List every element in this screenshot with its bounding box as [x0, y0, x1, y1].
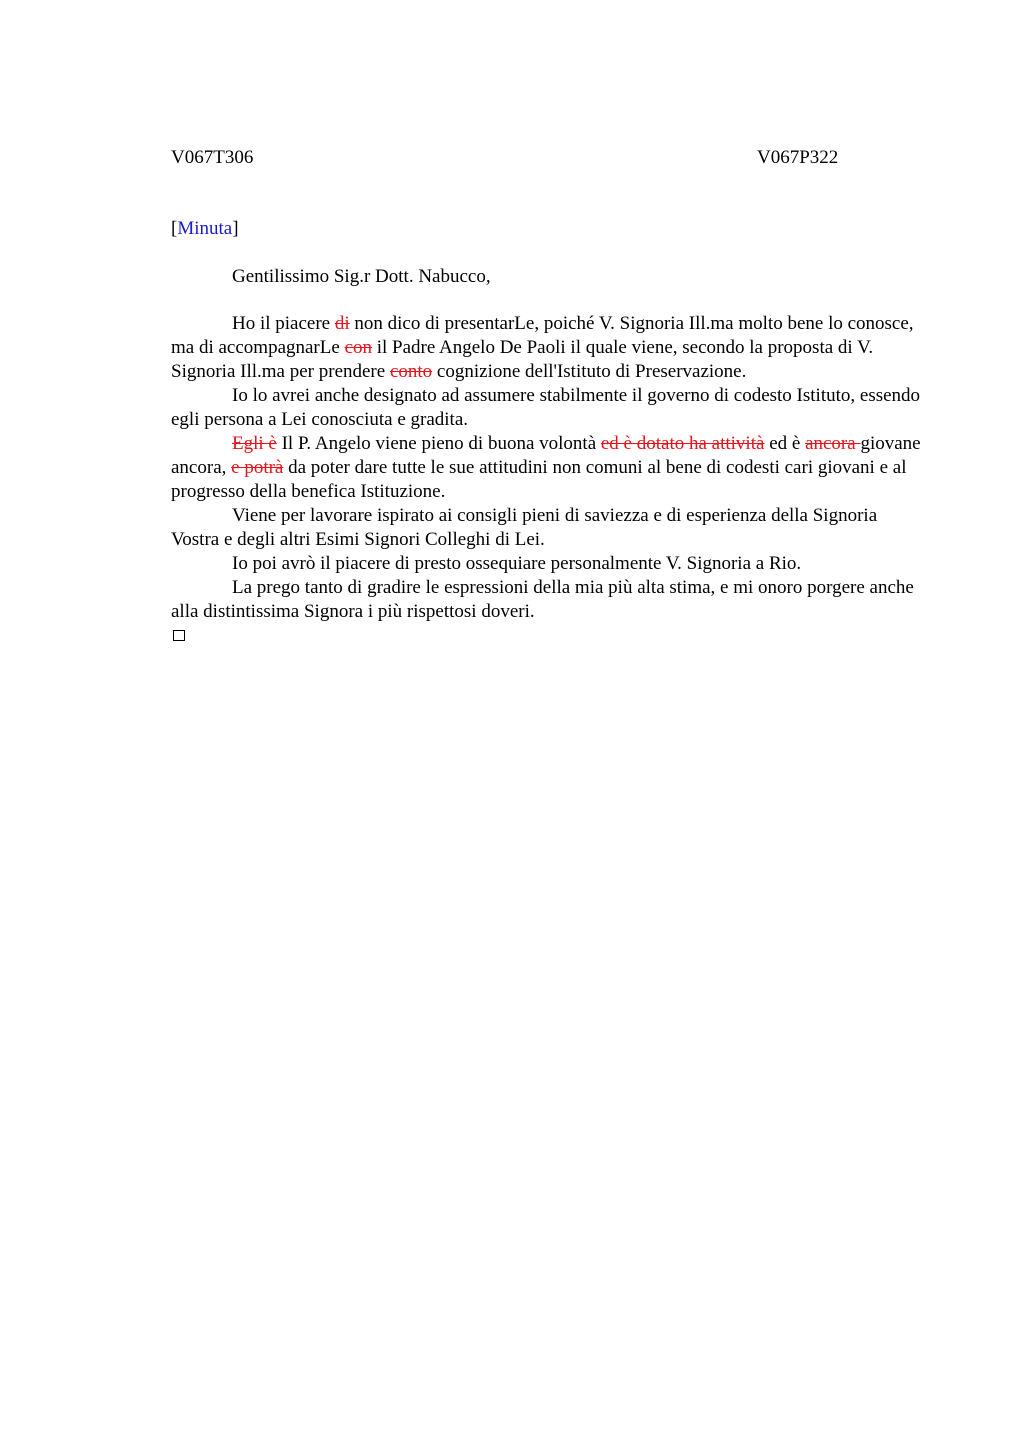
deleted-text: ancora: [805, 433, 861, 454]
empty-square-icon: [173, 630, 185, 641]
paragraph-text: cognizione dell'Istituto di Preservazione.: [432, 361, 747, 382]
paragraph-text: il Padre Angelo De Paoli il quale viene, secondo la proposta di V. Signoria Ill.ma per prendere: [171, 337, 874, 382]
document-page: [171, 146, 923, 641]
paragraph-text: Il P. Angelo viene pieno di buona volontà: [276, 433, 601, 454]
letter-paragraph: [171, 504, 923, 552]
paragraph-text: Viene per lavorare ispirato ai consigli pieni di saviezza e di esperienza della Signoria Vostra e degli altri Esimi Signori Colleghi di Lei.: [171, 505, 878, 550]
label-open-bracket: [: [171, 218, 178, 239]
deleted-text: con: [344, 337, 372, 358]
letter-body: [171, 312, 923, 624]
page-code: V067P322: [757, 147, 839, 168]
paragraph-text: ed è: [764, 433, 806, 454]
letter-paragraph: [171, 384, 923, 432]
label-close-bracket: ]: [232, 218, 239, 239]
paragraph-text: giovane ancora,: [171, 433, 921, 478]
deleted-text: ed è dotato ha attività: [600, 433, 765, 454]
paragraph-text: da poter dare tutte le sue attitudini non comuni al bene di codesti cari giovani e al progresso della benefica Istituzione.: [171, 457, 907, 502]
letter-paragraph: [171, 312, 923, 384]
salutation: Gentilissimo Sig.r Dott. Nabucco,: [232, 266, 491, 287]
letter-paragraph: [171, 552, 923, 576]
deleted-text: conto: [389, 361, 433, 382]
paragraph-text: Io poi avrò il piacere di presto ossequiare personalmente V. Signoria a Rio.: [232, 553, 802, 574]
letter-paragraph: [171, 576, 923, 624]
deleted-text: Egli è: [232, 433, 277, 454]
paragraph-text: non dico di presentarLe, poiché V. Signoria Ill.ma molto bene lo conosce, ma di accompagnarLe: [171, 313, 914, 358]
paragraph-text: Io lo avrei anche designato ad assumere stabilmente il governo di codesto Istituto, essendo egli persona a Lei conosciuta e gradita.: [171, 385, 921, 430]
paragraph-text: Ho il piacere: [232, 313, 335, 334]
label-word: Minuta: [177, 218, 233, 239]
paragraph-text: La prego tanto di gradire le espressioni della mia più alta stima, e mi onoro porgere anche alla distintissima Signora i più rispettosi doveri.: [171, 577, 914, 622]
letter-paragraph: [171, 432, 923, 504]
text-code: V067T306: [171, 147, 254, 168]
document-type-label: [171, 217, 923, 241]
document-header: [171, 146, 923, 170]
deleted-text: di: [334, 313, 350, 334]
deleted-text: e potrà: [231, 457, 284, 478]
